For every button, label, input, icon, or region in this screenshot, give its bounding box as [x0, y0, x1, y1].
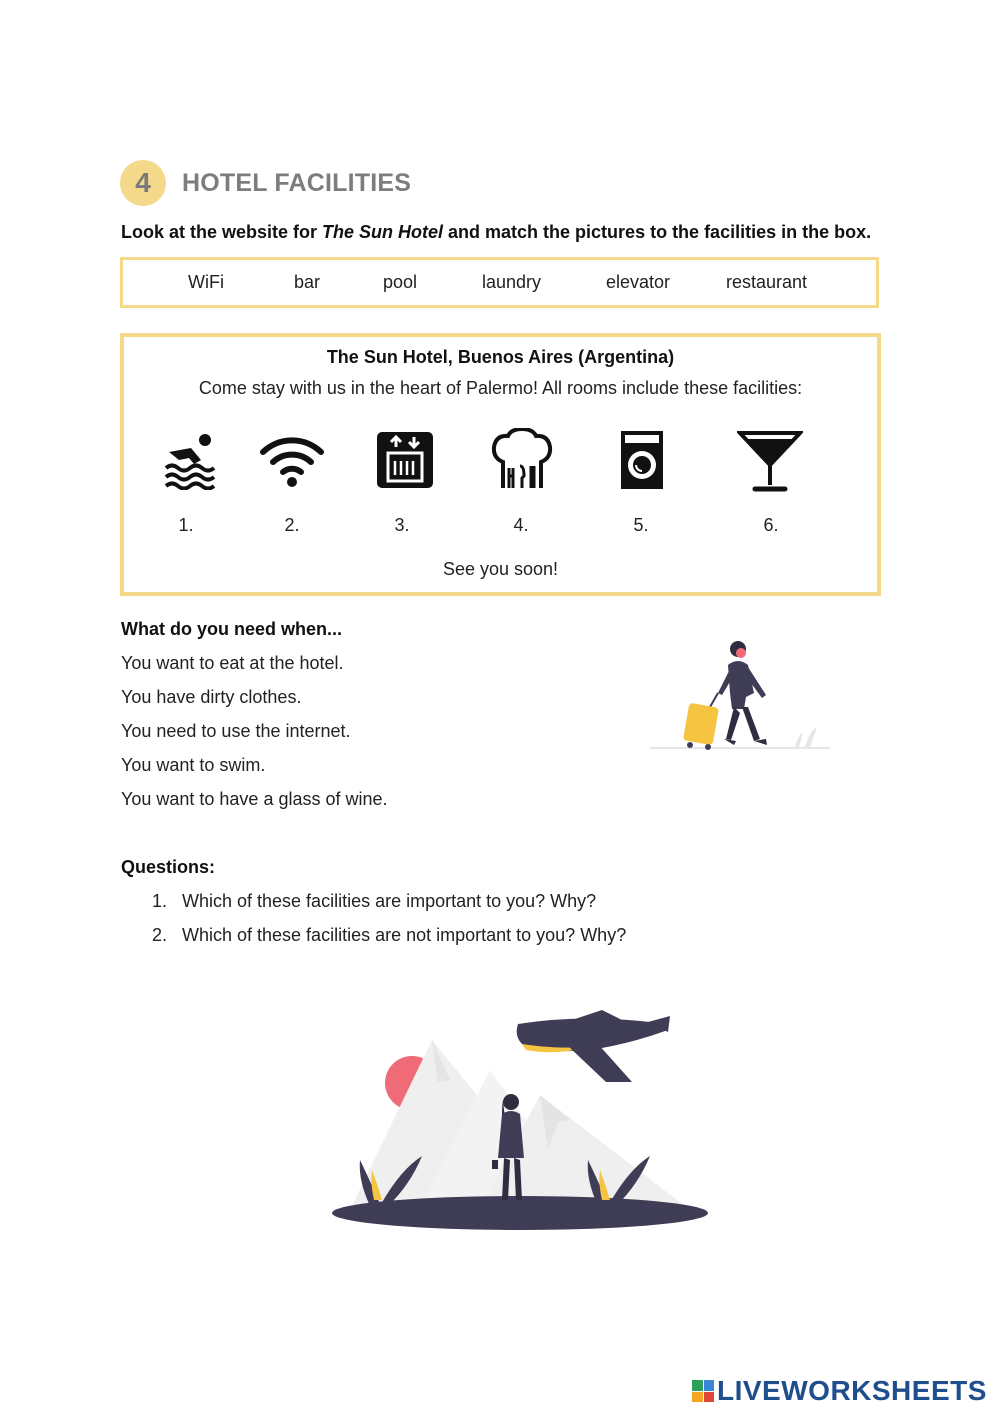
instruction-before: Look at the website for: [121, 222, 323, 242]
need-item: You want to have a glass of wine.: [121, 789, 388, 809]
facility-word-box: [120, 257, 879, 308]
hotel-subtitle: Come stay with us in the heart of Palermo! All rooms include these facilities:: [198, 378, 803, 398]
liveworksheets-logo: [692, 1375, 987, 1407]
instruction-after: and match the pictures to the facilities in the box.: [443, 222, 872, 242]
instruction-text: [121, 222, 871, 243]
hotel-title: The Sun Hotel, Buenos Aires (Argentina): [326, 347, 675, 367]
section-title: HOTEL FACILITIES: [182, 168, 412, 197]
question-text: Which of these facilities are important to you? Why?: [182, 891, 597, 911]
icon-number-5: 5.: [633, 515, 649, 535]
need-item: You need to use the internet.: [121, 721, 351, 741]
word-wifi: WiFi: [188, 272, 224, 292]
section-heading: [120, 158, 411, 208]
icon-number-6: 6.: [763, 515, 779, 535]
word-bar: bar: [294, 272, 321, 292]
question-number: 2.: [152, 925, 168, 945]
question-item: [152, 925, 626, 946]
need-item: You have dirty clothes.: [121, 687, 302, 707]
logo-mark-icon: [692, 1380, 714, 1402]
word-pool: pool: [383, 272, 418, 292]
section-number-badge: 4: [120, 160, 166, 206]
needs-title: What do you need when...: [121, 619, 343, 639]
question-item: [152, 891, 596, 912]
need-item: You want to swim.: [121, 755, 266, 775]
traveler-with-suitcase-illustration: [650, 635, 835, 758]
questions-title: Questions:: [121, 857, 216, 877]
hotel-footer: See you soon!: [442, 559, 559, 579]
washing-machine-icon: [607, 425, 677, 495]
question-number: 1.: [152, 891, 168, 911]
icon-number-4: 4.: [513, 515, 529, 535]
logo-text: LIVEWORKSHEETS: [717, 1375, 987, 1406]
travel-scene-illustration: [330, 1010, 715, 1240]
word-laundry: laundry: [482, 272, 542, 292]
icon-number-3: 3.: [394, 515, 410, 535]
instruction-hotel-name: The Sun Hotel: [322, 222, 444, 242]
elevator-icon: [370, 425, 440, 495]
question-text: Which of these facilities are not important to you? Why?: [182, 925, 627, 945]
need-item: You want to eat at the hotel.: [121, 653, 344, 673]
icon-number-2: 2.: [284, 515, 300, 535]
swimmer-icon: [156, 425, 226, 495]
wifi-icon: [257, 425, 327, 495]
word-elevator: elevator: [606, 272, 671, 292]
cocktail-glass-icon: [735, 425, 805, 495]
word-restaurant: restaurant: [726, 272, 808, 292]
chef-hat-cutlery-icon: [487, 425, 557, 495]
icon-number-1: 1.: [178, 515, 194, 535]
hotel-website-box: [120, 333, 881, 596]
